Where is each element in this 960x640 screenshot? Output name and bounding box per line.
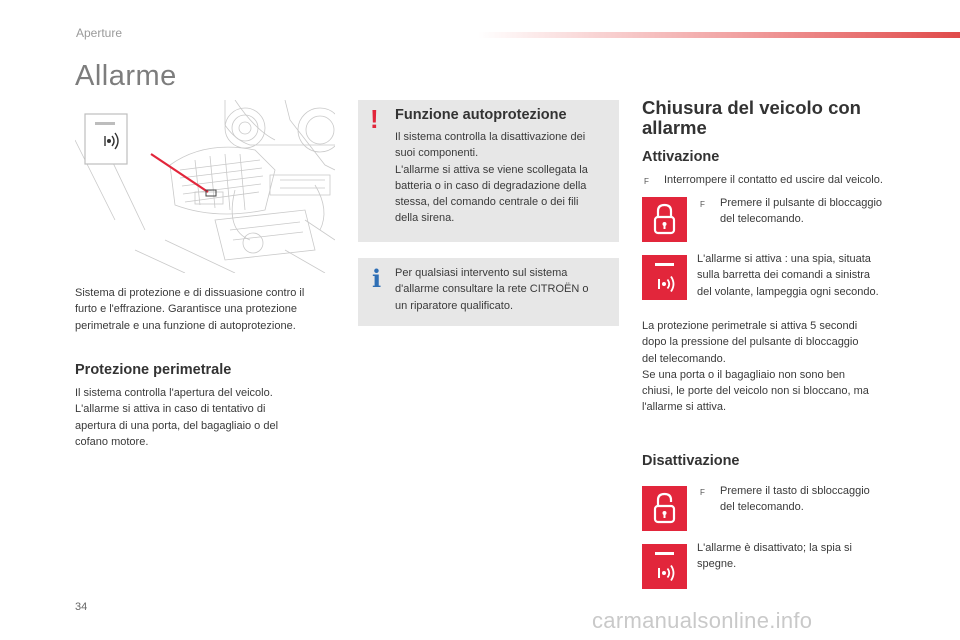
activation-step-1: Interrompere il contatto ed uscire dal veicolo. [664, 174, 883, 186]
alarm-sensor-icon [642, 544, 687, 589]
bullet-icon: F [700, 488, 705, 497]
warning-icon: ! [370, 104, 379, 134]
right-main-heading: Chiusura del veicolo con allarme [642, 97, 861, 138]
padlock-closed-icon [642, 197, 687, 242]
info-icon: i [372, 264, 382, 293]
activation-heading: Attivazione [642, 149, 720, 165]
perimeter-text: Il sistema controlla l'apertura del veicolo. L'allarme si attiva in caso di tentativo di apertura di una porta, del bagagliaio o del cofano motore. [75, 387, 279, 448]
alarm-button-callout [85, 114, 216, 196]
warning-text: Il sistema controlla la disattivazione dei suoi componenti. L'allarme si attiva se viene scollegata la batteria o in caso di degradazione della stessa, del comando centrale o dei fili della sirena. [395, 131, 588, 225]
bullet-icon: F [644, 177, 649, 186]
info-box [358, 258, 619, 326]
padlock-open-icon [642, 486, 687, 531]
deactivation-heading: Disattivazione [642, 453, 740, 469]
deactivation-step: Premere il tasto di sbloccaggio del telecomando. [720, 485, 870, 514]
page-title: Allarme [75, 60, 177, 92]
alarm-sensor-icon [642, 255, 687, 300]
activation-note: La protezione perimetrale si attiva 5 secondi dopo la pressione del pulsante di bloccaggio del telecomando. Se una porta o il bagagliaio non sono ben chiusi, le porte del veicolo non si bloccano, ma l'allarme si attiva. [642, 320, 869, 414]
activation-step-2: Premere il pulsante di bloccaggio del telecomando. [720, 197, 883, 226]
warning-heading: Funzione autoprotezione [395, 107, 567, 123]
info-text: Per qualsiasi intervento sul sistema d'allarme consultare la rete CITROËN o un riparatore qualificato. [395, 267, 589, 312]
section-header: Aperture [76, 26, 123, 40]
header-divider [478, 32, 960, 38]
dashboard-illustration [75, 100, 335, 273]
perimeter-heading: Protezione perimetrale [75, 362, 232, 378]
deactivation-result: L'allarme è disattivato; la spia si spegne. [697, 542, 852, 571]
bullet-icon: F [700, 200, 705, 209]
dashboard-drawing [75, 100, 335, 273]
warning-box [358, 100, 619, 242]
activation-result: L'allarme si attiva : una spia, situata sulla barretta dei comandi a sinistra del volante, lampeggia ogni secondo. [697, 253, 879, 298]
intro-text: Sistema di protezione e di dissuasione contro il furto e l'effrazione. Garantisce una protezione perimetrale e una funzione di autoprotezione. [75, 287, 305, 332]
watermark: carmanualsonline.info [592, 608, 813, 633]
page-number: 34 [75, 601, 88, 613]
